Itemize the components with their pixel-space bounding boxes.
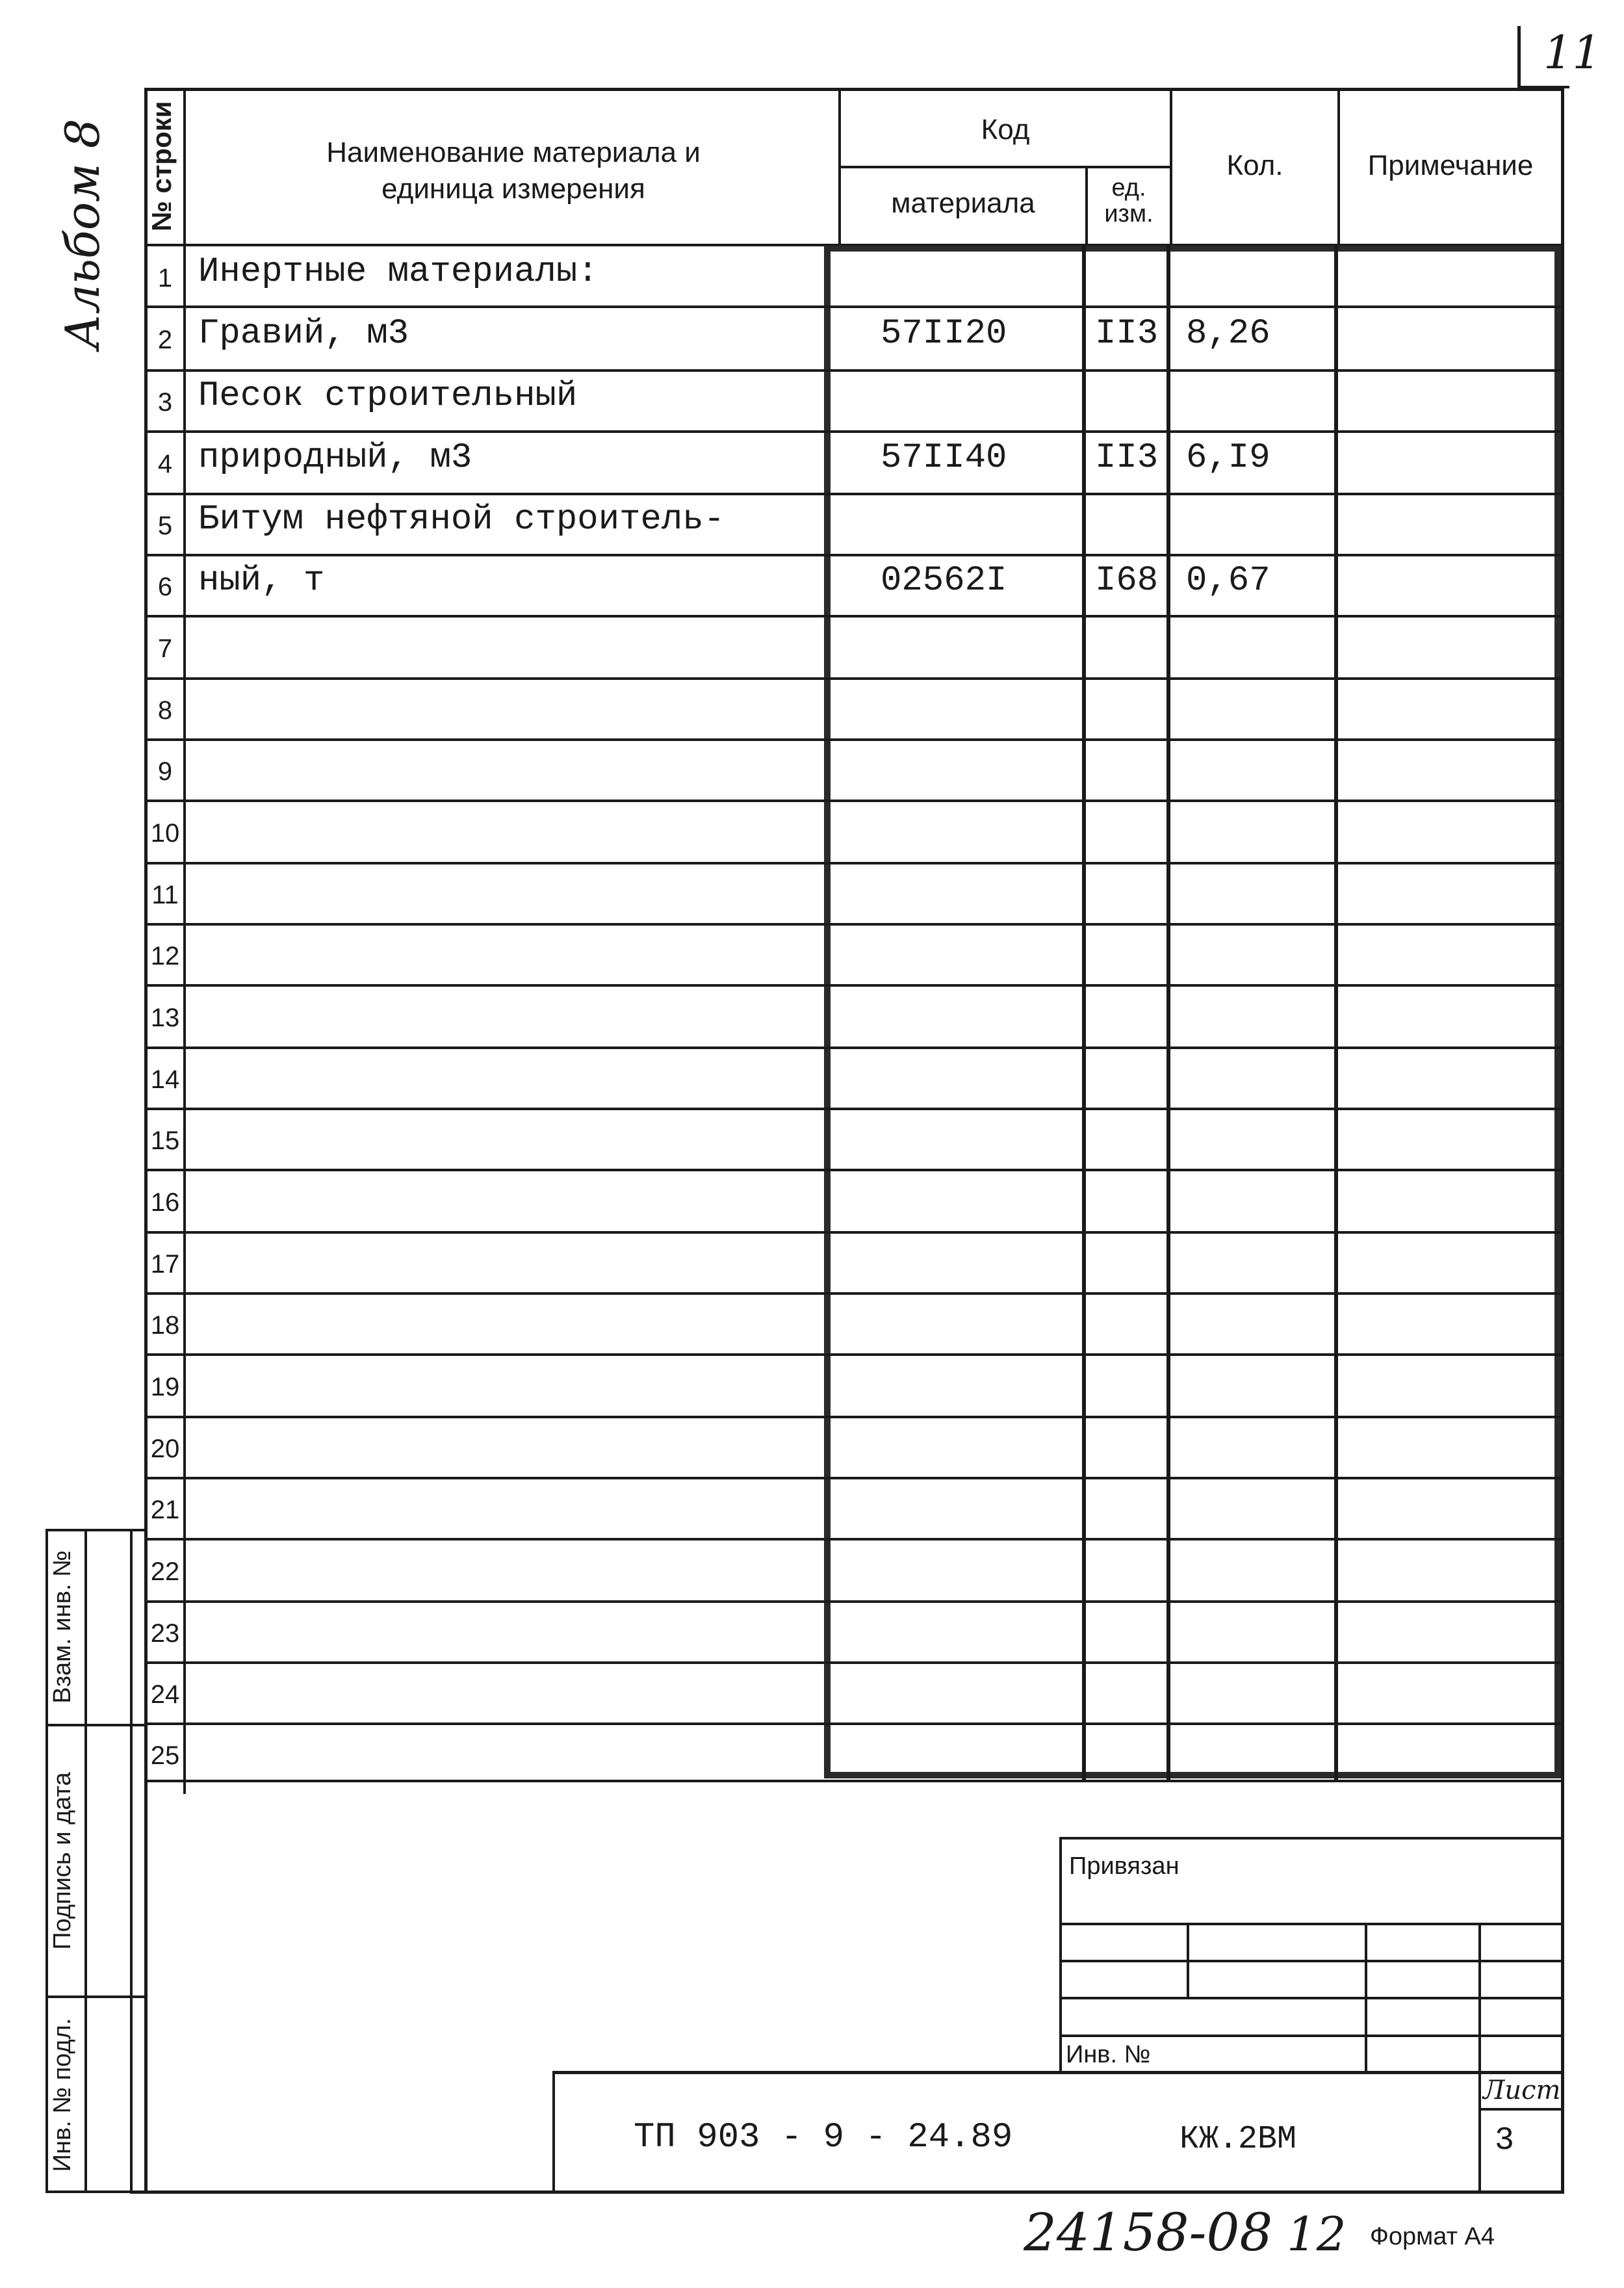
row-unit-code: II3: [1095, 314, 1159, 354]
tb-sheet-div: [1478, 2108, 1564, 2111]
row-number: 16: [150, 1188, 180, 1217]
row-number: 11: [151, 881, 179, 909]
row-number: 9: [157, 757, 173, 786]
stamp-podpis-data: Подпись и дата: [49, 1772, 76, 1950]
row-line: [144, 738, 1564, 741]
row-number: 5: [157, 512, 173, 540]
row-number: 3: [157, 388, 173, 417]
row-number: 7: [157, 634, 173, 663]
footer-number: 24158-08: [1024, 2202, 1273, 2263]
tb-grid-h1: [1059, 1923, 1561, 1925]
row-quantity: 0,67: [1186, 561, 1270, 601]
row-line: [144, 984, 1564, 987]
stamp-inv-podl: Инв. № подл.: [49, 2018, 76, 2172]
row-number: 25: [150, 1741, 180, 1770]
row-line: [144, 554, 1564, 556]
tb-grid-v1: [1187, 1923, 1189, 1998]
tb-doc-code: ТП 903 - 9 - 24.89: [634, 2118, 1013, 2157]
header-material-code: материала: [891, 187, 1035, 219]
row-number: 15: [150, 1126, 180, 1155]
data-col-qty-right: [1334, 246, 1338, 1780]
header-row-no: № строки: [146, 101, 177, 231]
row-line: [144, 1108, 1564, 1110]
stamp-outer-left: [45, 1529, 48, 2193]
row-line: [144, 1353, 1564, 1356]
row-number: 19: [150, 1373, 180, 1401]
row-line: [144, 1292, 1564, 1295]
tb-sheet-left: [1478, 2071, 1481, 2193]
footer-format: Формат А4: [1370, 2223, 1495, 2250]
tb-sheet-no: 3: [1495, 2122, 1515, 2159]
row-number: 13: [150, 1004, 180, 1032]
row-line: [144, 677, 1564, 680]
row-name: Песок строительный: [198, 376, 578, 416]
tb-sheet-label: Лист: [1483, 2075, 1561, 2105]
row-number: 1: [157, 264, 173, 292]
row-line: [144, 800, 1564, 802]
header-unit-1: ед.: [1111, 174, 1146, 202]
row-name: Гравий, м3: [198, 314, 409, 354]
row-material-code: 02562I: [881, 561, 1007, 601]
header-name-line2: единица измерения: [381, 173, 645, 205]
row-number: 18: [150, 1311, 180, 1340]
row-number: 8: [157, 696, 173, 725]
row-material-code: 57II20: [881, 314, 1007, 354]
row-material-code: 57II40: [881, 438, 1007, 478]
row-name: природный, м3: [198, 438, 472, 478]
header-note: Примечание: [1367, 150, 1534, 181]
row-line: [144, 1046, 1564, 1049]
frame-bottom: [130, 2190, 1564, 2194]
row-number: 20: [150, 1435, 180, 1463]
row-line: [144, 1600, 1564, 1603]
row-unit-code: II3: [1095, 438, 1159, 478]
tb-mark: КЖ.2ВМ: [1179, 2121, 1297, 2158]
tb-grid-h3: [1059, 1997, 1561, 1999]
tb-privyazan: Привязан: [1069, 1852, 1179, 1880]
tb-main-top: [552, 2071, 1564, 2074]
stamp-vzam-inv: Взам. инв. №: [49, 1550, 76, 1704]
tb-grid-h4: [1059, 2034, 1561, 2037]
data-col-unit-right: [1166, 246, 1170, 1780]
row-line: [144, 1231, 1564, 1234]
last-row-bottom: [144, 1780, 1564, 1782]
row-name: Битум нефтяной строитель-: [198, 500, 725, 540]
row-line: [144, 1722, 1564, 1725]
row-number: 14: [150, 1065, 180, 1094]
row-line: [144, 615, 1564, 618]
row-quantity: 8,26: [1186, 314, 1270, 354]
row-line: [144, 493, 1564, 495]
row-line: [144, 1169, 1564, 1171]
row-line: [144, 1416, 1564, 1418]
header-name-line1: Наименование материала и: [326, 136, 701, 168]
row-line: [144, 1477, 1564, 1479]
row-number: 21: [150, 1496, 180, 1524]
header-qty: Кол.: [1226, 150, 1283, 181]
header-code: Код: [981, 114, 1030, 146]
tb-grid-v3: [1478, 1923, 1481, 2072]
row-quantity: 6,I9: [1186, 438, 1270, 478]
page-number-line: [1517, 26, 1521, 88]
frame-top: [144, 88, 1564, 91]
frame-right: [1561, 88, 1564, 2194]
row-unit-code: I68: [1095, 561, 1159, 601]
row-number: 4: [157, 450, 173, 478]
tb-priv-top: [1059, 1837, 1561, 1840]
row-number: 22: [150, 1557, 180, 1586]
row-line: [144, 862, 1564, 864]
row-line: [144, 923, 1564, 926]
row-number: 24: [150, 1680, 180, 1709]
code-subdivider: [838, 166, 1171, 168]
stamp-inner-right: [130, 1529, 133, 2193]
row-line: [144, 430, 1564, 433]
frame-left: [144, 88, 148, 2194]
row-name: ный, т: [198, 561, 325, 601]
row-line: [144, 369, 1564, 372]
tb-grid-v2: [1365, 1923, 1367, 2072]
tb-grid-h2: [1059, 1960, 1561, 1962]
row-number: 23: [150, 1619, 180, 1648]
row-line: [144, 306, 1564, 308]
stamp-mid: [84, 1529, 87, 2193]
row-number: 10: [150, 819, 180, 848]
data-col-code-right: [1082, 246, 1086, 1780]
footer-sheet: 12: [1287, 2207, 1347, 2261]
tb-inv-no: Инв. №: [1066, 2041, 1151, 2068]
row-number: 6: [157, 573, 173, 601]
row-number: 12: [150, 942, 180, 970]
row-number: 17: [150, 1250, 180, 1279]
row-name: Инертные материалы:: [198, 252, 599, 292]
album-label: Альбом 8: [55, 118, 110, 350]
header-unit-2: изм.: [1104, 200, 1154, 228]
page-number: 11: [1543, 26, 1602, 79]
row-line: [144, 1538, 1564, 1540]
row-line: [144, 1661, 1564, 1664]
tb-main-left: [552, 2071, 555, 2193]
row-number: 2: [157, 326, 173, 354]
